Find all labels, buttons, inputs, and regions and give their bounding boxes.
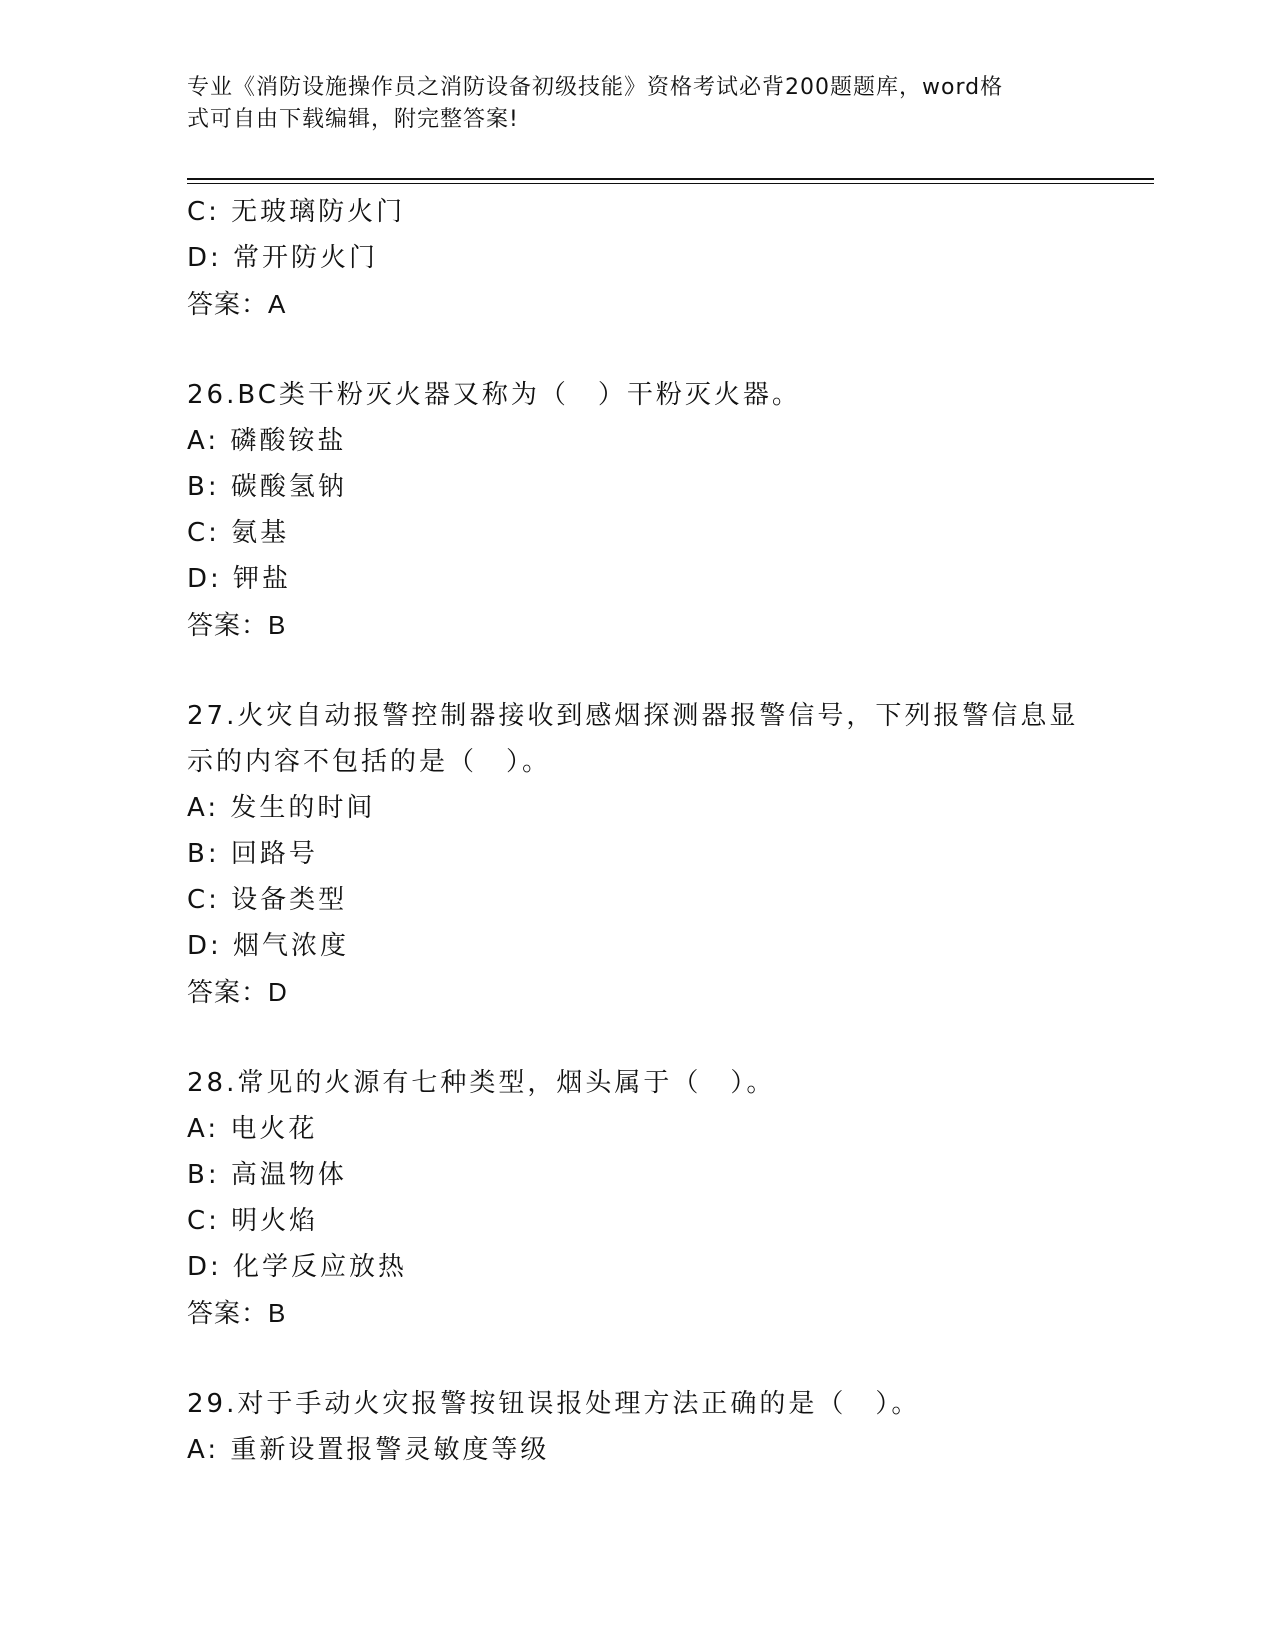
answer: 答案：D	[187, 977, 288, 1007]
option-c: C: 无玻璃防火门	[187, 197, 406, 227]
spacer	[187, 648, 1087, 693]
question-25-tail	[187, 189, 1087, 327]
header-line-2: 式可自由下载编辑，附完整答案!	[187, 107, 519, 132]
option-d: D: 化学反应放热	[187, 1252, 408, 1282]
spacer	[187, 1336, 1087, 1381]
header-rule-thin	[187, 183, 1154, 184]
option-d: D: 常开防火门	[187, 243, 379, 273]
option-d: D: 烟气浓度	[187, 931, 350, 961]
answer: 答案：B	[187, 610, 287, 640]
answer: 答案：A	[187, 289, 287, 319]
option-b: B: 回路号	[187, 839, 318, 869]
question-text: 29.对于手动火灾报警按钮误报处理方法正确的是（ ）。	[187, 1389, 921, 1419]
header-rule-thick	[187, 178, 1154, 180]
option-d: D: 钾盐	[187, 564, 292, 594]
question-29	[187, 1381, 1087, 1473]
question-text: 26.BC类干粉灭火器又称为（ ）干粉灭火器。	[187, 380, 801, 410]
document-header	[187, 72, 1067, 136]
question-26	[187, 372, 1087, 648]
question-27	[187, 693, 1087, 1015]
option-c: C: 氨基	[187, 518, 290, 548]
spacer	[187, 1015, 1087, 1060]
header-line-1: 专业《消防设施操作员之消防设备初级技能》资格考试必背200题题库，word格	[187, 75, 1004, 100]
document-body	[187, 189, 1087, 1473]
option-a: A: 发生的时间	[187, 793, 376, 823]
option-b: B: 高温物体	[187, 1160, 347, 1190]
question-text: 28.常见的火源有七种类型，烟头属于（ ）。	[187, 1068, 776, 1098]
option-c: C: 明火焰	[187, 1206, 319, 1236]
option-c: C: 设备类型	[187, 885, 348, 915]
question-28	[187, 1060, 1087, 1336]
option-a: A: 重新设置报警灵敏度等级	[187, 1435, 550, 1465]
option-b: B: 碳酸氢钠	[187, 472, 347, 502]
option-a: A: 电火花	[187, 1114, 318, 1144]
option-a: A: 磷酸铵盐	[187, 426, 347, 456]
question-text-line-2: 示的内容不包括的是（ ）。	[187, 747, 552, 777]
spacer	[187, 327, 1087, 372]
answer: 答案：B	[187, 1298, 287, 1328]
question-text-line-1: 27.火灾自动报警控制器接收到感烟探测器报警信号，下列报警信息显	[187, 701, 1079, 731]
